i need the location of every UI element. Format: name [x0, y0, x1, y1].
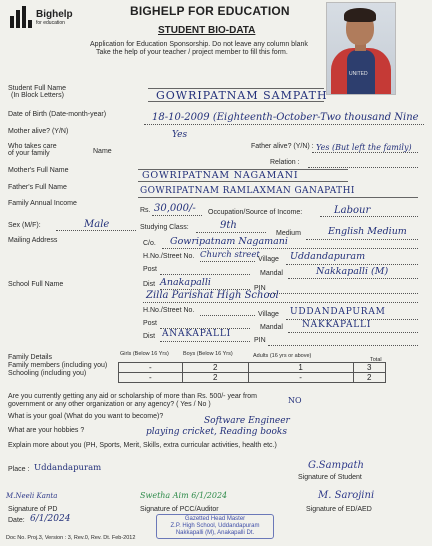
co-value[interactable]: Gowripatnam Nagamani: [170, 236, 288, 247]
mailing-address-label: Mailing Address: [8, 237, 58, 244]
intro-line-2: Take the help of your teacher / project member to fill this form.: [96, 49, 288, 56]
family-members-total[interactable]: 3: [353, 363, 385, 373]
place-label: Place :: [8, 466, 30, 473]
post-label: Post: [143, 266, 158, 273]
dob-value[interactable]: 18-10-2009 (Eighteenth-October-Two thousand Nine: [152, 112, 419, 123]
mother-name-label: Mother's Full Name: [8, 167, 69, 174]
occupation-label: Occupation/Source of Income:: [208, 209, 303, 216]
school-village-label: Village: [258, 311, 279, 318]
family-members-label: Family members (including you): [8, 362, 108, 369]
school-name-label: School Full Name: [8, 281, 64, 288]
signature-student-label: Signature of Student: [298, 474, 362, 481]
family-members-adults[interactable]: 1: [248, 363, 353, 373]
bighelp-logo-icon: [10, 6, 32, 28]
family-details-table: [118, 362, 386, 383]
hno-street-label: H.No./Street No.: [143, 253, 195, 260]
goal-answer[interactable]: Software Engineer: [204, 416, 290, 426]
boys-header: Boys (Below 16 Yrs): [183, 351, 233, 357]
relation-label: Relation :: [270, 159, 300, 166]
table-row: [119, 373, 386, 383]
student-signature: G.Sampath: [308, 460, 364, 471]
full-name-value[interactable]: GOWRIPATNAM SAMPATH: [156, 89, 328, 102]
signature-pd-label: Signature of PD: [8, 506, 58, 513]
co-label: C/o.: [143, 240, 156, 247]
school-mandal-value[interactable]: NAKKAPALLI: [302, 320, 372, 330]
pd-date[interactable]: 6/1/2024: [30, 514, 71, 524]
mother-name-value[interactable]: GOWRIPATNAM NAGAMANI: [142, 170, 299, 181]
school-dist-label: Dist: [143, 333, 156, 340]
schooling-boys[interactable]: 2: [182, 373, 248, 383]
medium-value[interactable]: English Medium: [328, 226, 407, 237]
schooling-girls[interactable]: -: [119, 373, 183, 383]
hno-street-value[interactable]: Church street: [200, 250, 260, 260]
photo-shirt-text: UNITED: [349, 71, 368, 77]
father-name-value[interactable]: GOWRIPATNAM RAMLAXMAN GANAPATHI: [140, 186, 355, 196]
pin-label: PIN: [254, 285, 266, 292]
village-label: Village: [258, 256, 279, 263]
place-value[interactable]: Uddandapuram: [34, 463, 102, 473]
dob-label: Date of Birth (Date-month-year): [8, 111, 107, 118]
table-row: [119, 363, 386, 373]
mandal-value[interactable]: Nakkapalli (M): [316, 266, 389, 277]
school-stamp: Gazetted Head Master Z.P. High School, Uddandapuram Nakkapalli (M), Anakapalli Dt.: [156, 514, 274, 539]
aid-question-line-1: Are you currently getting any aid or scholarship of more than Rs. 500/- year from: [8, 393, 258, 400]
girls-header: Girls (Below 16 Yrs): [120, 351, 169, 357]
father-alive-label: Father alive? (Y/N) :: [251, 143, 314, 150]
studying-class-value[interactable]: 9th: [220, 220, 237, 231]
signature-pcc-label: Signature of PCC/Auditor: [140, 506, 219, 513]
footer-doc-info: Doc No. Proj.3, Version : 3, Rev.0, Rev. Dt. Feb-2012: [6, 535, 136, 541]
schooling-label: Schooling (including you): [8, 370, 87, 377]
dist-value[interactable]: Anakapalli: [160, 277, 211, 288]
intro-line-1: Application for Education Sponsorship. Do not leave any column blank: [90, 41, 308, 48]
family-income-label: Family Annual Income: [8, 200, 77, 207]
school-dist-value[interactable]: ANAKAPALLI: [162, 329, 231, 339]
explain-question: Explain more about you (PH, Sports, Merit, Skills, extra curricular activities, health etc.): [8, 442, 277, 449]
sex-value[interactable]: Male: [84, 219, 110, 230]
adults-header: Adults (16 yrs or above): [253, 353, 312, 359]
school-village-value[interactable]: UDDANDAPURAM: [290, 307, 386, 317]
aid-question-line-2: government or any other organization or any agency? ( Yes / No ): [8, 401, 211, 408]
schooling-adults[interactable]: -: [248, 373, 353, 383]
occupation-value[interactable]: Labour: [334, 205, 371, 216]
mother-alive-label: Mother alive? (Y/N): [8, 128, 69, 135]
goal-question: What is your goal (What do you want to become)?: [8, 413, 164, 420]
mother-alive-value[interactable]: Yes: [172, 130, 188, 140]
medium-label: Medium: [276, 230, 301, 237]
logo-subtext: for education: [36, 20, 65, 26]
full-name-label: Student Full Name: [8, 85, 66, 92]
sex-label: Sex (M/F):: [8, 222, 41, 229]
school-line1-value[interactable]: Zilla Parishat High School: [146, 290, 279, 301]
org-title: BIGHELP FOR EDUCATION: [130, 4, 290, 18]
rs-label: Rs.: [140, 207, 151, 214]
father-alive-value[interactable]: Yes (But left the family): [316, 143, 412, 152]
date-label: Date:: [8, 517, 25, 524]
pcc-signature: Swetha Aim 6/1/2024: [140, 491, 228, 500]
father-name-label: Father's Full Name: [8, 184, 67, 191]
name-label: Name: [93, 148, 112, 155]
family-details-label: Family Details: [8, 354, 52, 361]
school-hno-street-label: H.No./Street No.: [143, 307, 195, 314]
school-post-label: Post: [143, 320, 158, 327]
hobbies-answer[interactable]: playing cricket, Reading books: [146, 427, 287, 437]
pd-signature: M.Neeli Kanta: [6, 492, 58, 500]
full-name-note: (In Block Letters): [11, 92, 64, 99]
mandal-label: Mandal: [260, 270, 283, 277]
of-your-family-label: of your family: [8, 150, 50, 157]
hobbies-question: What are your hobbies ?: [8, 427, 85, 434]
schooling-total[interactable]: 2: [353, 373, 385, 383]
village-value[interactable]: Uddandapuram: [290, 251, 366, 262]
who-takes-care-label: Who takes care: [8, 143, 57, 150]
family-members-girls[interactable]: -: [119, 363, 183, 373]
total-header: Total: [370, 357, 382, 363]
studying-class-label: Studying Class:: [140, 224, 189, 231]
family-members-boys[interactable]: 2: [182, 363, 248, 373]
logo-text: Bighelp: [36, 9, 73, 20]
aid-answer[interactable]: NO: [288, 396, 302, 405]
signature-ed-label: Signature of ED/AED: [306, 506, 372, 513]
income-value[interactable]: 30,000/-: [154, 203, 196, 214]
school-pin-label: PIN: [254, 337, 266, 344]
school-mandal-label: Mandal: [260, 324, 283, 331]
form-title: STUDENT BIO-DATA: [158, 25, 256, 36]
student-photo: [326, 2, 396, 95]
ed-signature: M. Sarojini: [318, 490, 375, 501]
dist-label: Dist: [143, 281, 156, 288]
